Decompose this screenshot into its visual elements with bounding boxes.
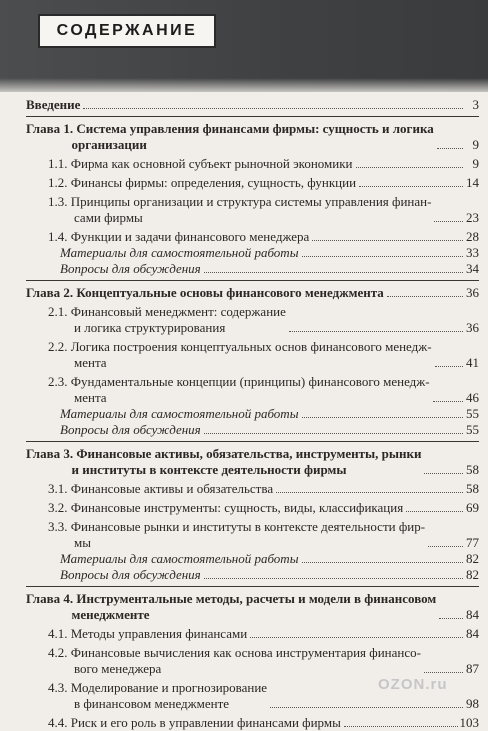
toc-chapter-1[interactable] [26, 121, 479, 153]
toc-entry-page: 69 [466, 500, 479, 515]
toc-entry-questions[interactable] [26, 422, 479, 438]
toc-entry-label: Вопросы для обсуждения [60, 422, 201, 437]
chapter-title: Глава 2. Концептуальные основы финансового менеджмента [26, 285, 384, 300]
toc-entry-3-1[interactable] [26, 481, 479, 497]
dot-leader [250, 637, 463, 638]
toc-entry-page: 9 [472, 137, 479, 152]
dot-leader [289, 331, 463, 332]
toc-entry-page: 77 [466, 535, 479, 550]
table-of-contents [26, 97, 479, 731]
toc-entry-label: 1.2. Финансы фирмы: определения, сущность, функции [48, 175, 357, 190]
toc-entry-page: 23 [466, 210, 479, 225]
toc-entry-page: 55 [466, 406, 479, 421]
toc-entry-label: Введение [26, 97, 81, 112]
toc-entry-3-2[interactable] [26, 500, 479, 516]
toc-entry-label: 1.3. Принципы организации и структура системы управления финан- сами фирмы [48, 194, 432, 225]
toc-entry-page: 46 [466, 390, 479, 405]
dot-leader [434, 221, 463, 222]
toc-entry-page: 41 [466, 355, 479, 370]
dot-leader [428, 546, 463, 547]
section-divider [26, 441, 479, 442]
dot-leader [406, 511, 463, 512]
dot-leader [312, 240, 463, 241]
toc-chapter-2[interactable] [26, 285, 479, 301]
toc-entry-label: 4.1. Методы управления финансами [48, 626, 248, 641]
toc-entry-2-2[interactable] [26, 339, 479, 371]
toc-entry-page: 34 [466, 261, 479, 276]
toc-entry-page: 84 [466, 607, 479, 622]
toc-entry-label: 2.1. Финансовый менеджмент: содержание и логика структурирования [48, 304, 286, 335]
section-divider [26, 116, 479, 117]
toc-entry-4-2[interactable] [26, 645, 479, 677]
dot-leader [424, 473, 463, 474]
toc-entry-page: 3 [472, 97, 479, 112]
toc-entry-page: 58 [466, 481, 479, 496]
toc-entry-page: 36 [466, 285, 479, 300]
toc-entry-label: 1.1. Фирма как основной субъект рыночной экономики [48, 156, 353, 171]
toc-entry-1-2[interactable] [26, 175, 479, 191]
toc-entry-label: 4.4. Риск и его роль в управлении финансами фирмы [48, 715, 341, 730]
dot-leader [204, 578, 463, 579]
toc-entry-label: 3.1. Финансовые активы и обязательства [48, 481, 274, 496]
toc-entry-4-4[interactable] [26, 715, 479, 731]
toc-entry-page: 82 [466, 567, 479, 582]
toc-entry-label: 2.3. Фундаментальные концепции (принципы) финансового менедж- мента [48, 374, 430, 405]
dot-leader [435, 366, 463, 367]
toc-entry-materials[interactable] [26, 245, 479, 261]
toc-entry-3-3[interactable] [26, 519, 479, 551]
toc-entry-label: 4.2. Финансовые вычисления как основа инструментария финансо- вого менеджера [48, 645, 421, 676]
toc-entry-label: 1.4. Функции и задачи финансового менеджера [48, 229, 310, 244]
toc-entry-2-3[interactable] [26, 374, 479, 406]
toc-heading: СОДЕРЖАНИЕ [56, 22, 198, 39]
toc-entry-page: 98 [466, 696, 479, 711]
dot-leader [439, 618, 463, 619]
toc-entry-label: 3.3. Финансовые рынки и институты в контексте деятельности фир- мы [48, 519, 426, 550]
dot-leader [433, 401, 463, 402]
toc-entry-label: Материалы для самостоятельной работы [60, 245, 299, 260]
toc-entry-label: 2.2. Логика построения концептуальных основ финансового менедж- мента [48, 339, 432, 370]
dot-leader [276, 492, 463, 493]
toc-entry-1-3[interactable] [26, 194, 479, 226]
toc-entry-page: 82 [466, 551, 479, 566]
dot-leader [437, 148, 463, 149]
toc-entry-1-4[interactable] [26, 229, 479, 245]
section-divider [26, 280, 479, 281]
toc-entry-label: Материалы для самостоятельной работы [60, 406, 299, 421]
toc-entry-label: 4.3. Моделирование и прогнозирование в финансовом менеджменте [48, 680, 268, 711]
dot-leader [302, 562, 463, 563]
toc-entry-label: 3.2. Финансовые инструменты: сущность, виды, классификация [48, 500, 404, 515]
toc-entry-page: 58 [466, 462, 479, 477]
dot-leader [270, 707, 463, 708]
toc-entry-1-1[interactable] [26, 156, 479, 172]
chapter-title: Глава 3. Финансовые активы, обязательства, инструменты, рынки и институты в контексте деятельности фирмы [26, 446, 422, 477]
toc-entry-page: 9 [472, 156, 479, 171]
toc-entry-page: 14 [466, 175, 479, 190]
toc-entry-page: 36 [466, 320, 479, 335]
watermark: OZON.ru [378, 676, 448, 693]
toc-chapter-3[interactable] [26, 446, 479, 478]
toc-heading-box [38, 14, 216, 48]
toc-entry-intro[interactable] [26, 97, 479, 113]
dot-leader [424, 672, 463, 673]
dot-leader [204, 433, 463, 434]
chapter-title: Глава 1. Система управления финансами фирмы: сущность и логика организации [26, 121, 434, 152]
section-divider [26, 586, 479, 587]
toc-entry-4-1[interactable] [26, 626, 479, 642]
toc-entry-questions[interactable] [26, 261, 479, 277]
dot-leader [302, 256, 463, 257]
dot-leader [387, 296, 463, 297]
chapter-title: Глава 4. Инструментальные методы, расчеты и модели в финансовом менеджменте [26, 591, 437, 622]
toc-entry-materials[interactable] [26, 551, 479, 567]
dot-leader [302, 417, 463, 418]
toc-entry-page: 87 [466, 661, 479, 676]
toc-entry-label: Материалы для самостоятельной работы [60, 551, 299, 566]
toc-entry-label: Вопросы для обсуждения [60, 261, 201, 276]
toc-entry-questions[interactable] [26, 567, 479, 583]
toc-entry-page: 33 [466, 245, 479, 260]
toc-chapter-4[interactable] [26, 591, 479, 623]
toc-entry-2-1[interactable] [26, 304, 479, 336]
dot-leader [204, 272, 463, 273]
toc-entry-materials[interactable] [26, 406, 479, 422]
toc-entry-label: Вопросы для обсуждения [60, 567, 201, 582]
dot-leader [344, 726, 458, 727]
dot-leader [83, 108, 463, 109]
dot-leader [356, 167, 464, 168]
toc-entry-page: 55 [466, 422, 479, 437]
toc-entry-page: 28 [466, 229, 479, 244]
dot-leader [359, 186, 463, 187]
toc-entry-page: 103 [459, 715, 479, 730]
toc-entry-page: 84 [466, 626, 479, 641]
